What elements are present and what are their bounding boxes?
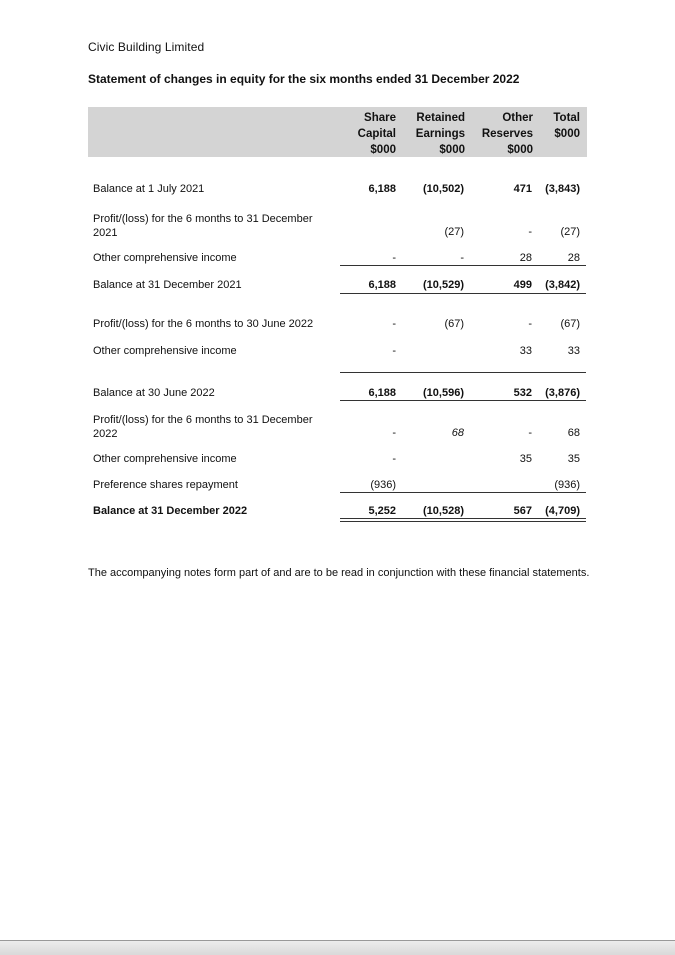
cell-total: (27) — [560, 226, 580, 238]
cell-share-capital: 6,188 — [368, 183, 396, 195]
cell-other-reserves: 471 — [513, 183, 532, 195]
header-retained-earnings: Retained Earnings $000 — [415, 112, 465, 156]
cell-total: (3,842) — [545, 279, 580, 291]
statement-title: Statement of changes in equity for the six months ended 31 December 2022 — [88, 72, 520, 86]
cell-share-capital: (936) — [370, 479, 396, 491]
row-label: Balance at 31 December 2021 — [93, 279, 242, 291]
row-label: Other comprehensive income — [93, 345, 237, 357]
row-label: Profit/(loss) for the 6 months to 31 December 2021 — [93, 213, 313, 239]
cell-retained-earnings: - — [460, 252, 464, 264]
header-share-capital: Share Capital $000 — [357, 112, 396, 156]
scan-edge — [0, 940, 675, 955]
subtotal-rule — [340, 492, 586, 493]
cell-other-reserves: - — [528, 427, 532, 439]
row-label: Profit/(loss) for the 6 months to 31 December 2022 — [93, 414, 313, 440]
row-label: Balance at 30 June 2022 — [93, 387, 215, 399]
cell-total: (4,709) — [545, 505, 580, 517]
cell-other-reserves: 532 — [513, 387, 532, 399]
cell-share-capital: 6,188 — [368, 387, 396, 399]
cell-total: 68 — [567, 427, 580, 439]
double-rule-bottom — [340, 521, 586, 522]
cell-other-reserves: - — [528, 318, 532, 330]
cell-retained-earnings: (10,529) — [423, 279, 464, 291]
cell-total: 35 — [567, 453, 580, 465]
cell-retained-earnings: (67) — [444, 318, 464, 330]
cell-share-capital: - — [392, 318, 396, 330]
cell-other-reserves: 567 — [513, 505, 532, 517]
subtotal-rule — [340, 372, 586, 373]
company-name: Civic Building Limited — [88, 40, 205, 54]
row-label: Balance at 31 December 2022 — [93, 505, 248, 517]
cell-retained-earnings: (10,502) — [423, 183, 464, 195]
cell-share-capital: - — [392, 345, 396, 357]
scan-edge-line — [0, 940, 675, 941]
cell-share-capital: - — [392, 453, 396, 465]
cell-share-capital: 5,252 — [368, 505, 396, 517]
cell-share-capital: - — [392, 427, 396, 439]
total-rule — [340, 400, 586, 401]
cell-total: 33 — [567, 345, 580, 357]
cell-retained-earnings: (10,528) — [423, 505, 464, 517]
row-label: Other comprehensive income — [93, 252, 237, 264]
cell-other-reserves: - — [528, 226, 532, 238]
subtotal-rule — [340, 265, 586, 266]
cell-retained-earnings: (27) — [444, 226, 464, 238]
footnote: The accompanying notes form part of and are to be read in conjunction with these financial statements. — [88, 567, 590, 579]
cell-other-reserves: 35 — [519, 453, 532, 465]
row-label: Other comprehensive income — [93, 453, 237, 465]
cell-retained-earnings: 68 — [451, 427, 464, 439]
cell-total: (3,843) — [545, 183, 580, 195]
total-rule — [340, 293, 586, 294]
cell-total: (3,876) — [545, 387, 580, 399]
cell-retained-earnings: (10,596) — [423, 387, 464, 399]
row-label: Preference shares repayment — [93, 479, 238, 491]
cell-total: (67) — [560, 318, 580, 330]
double-rule-top — [340, 518, 586, 519]
row-label: Profit/(loss) for the 6 months to 30 June 2022 — [93, 318, 314, 330]
cell-other-reserves: 28 — [519, 252, 532, 264]
cell-other-reserves: 499 — [513, 279, 532, 291]
row-label: Balance at 1 July 2021 — [93, 183, 205, 195]
cell-other-reserves: 33 — [519, 345, 532, 357]
cell-share-capital: - — [392, 252, 396, 264]
cell-total: (936) — [554, 479, 580, 491]
table-header — [88, 107, 587, 157]
header-other-reserves: Other Reserves $000 — [481, 112, 533, 156]
cell-share-capital: 6,188 — [368, 279, 396, 291]
cell-total: 28 — [567, 252, 580, 264]
header-total: Total $000 — [553, 112, 580, 140]
